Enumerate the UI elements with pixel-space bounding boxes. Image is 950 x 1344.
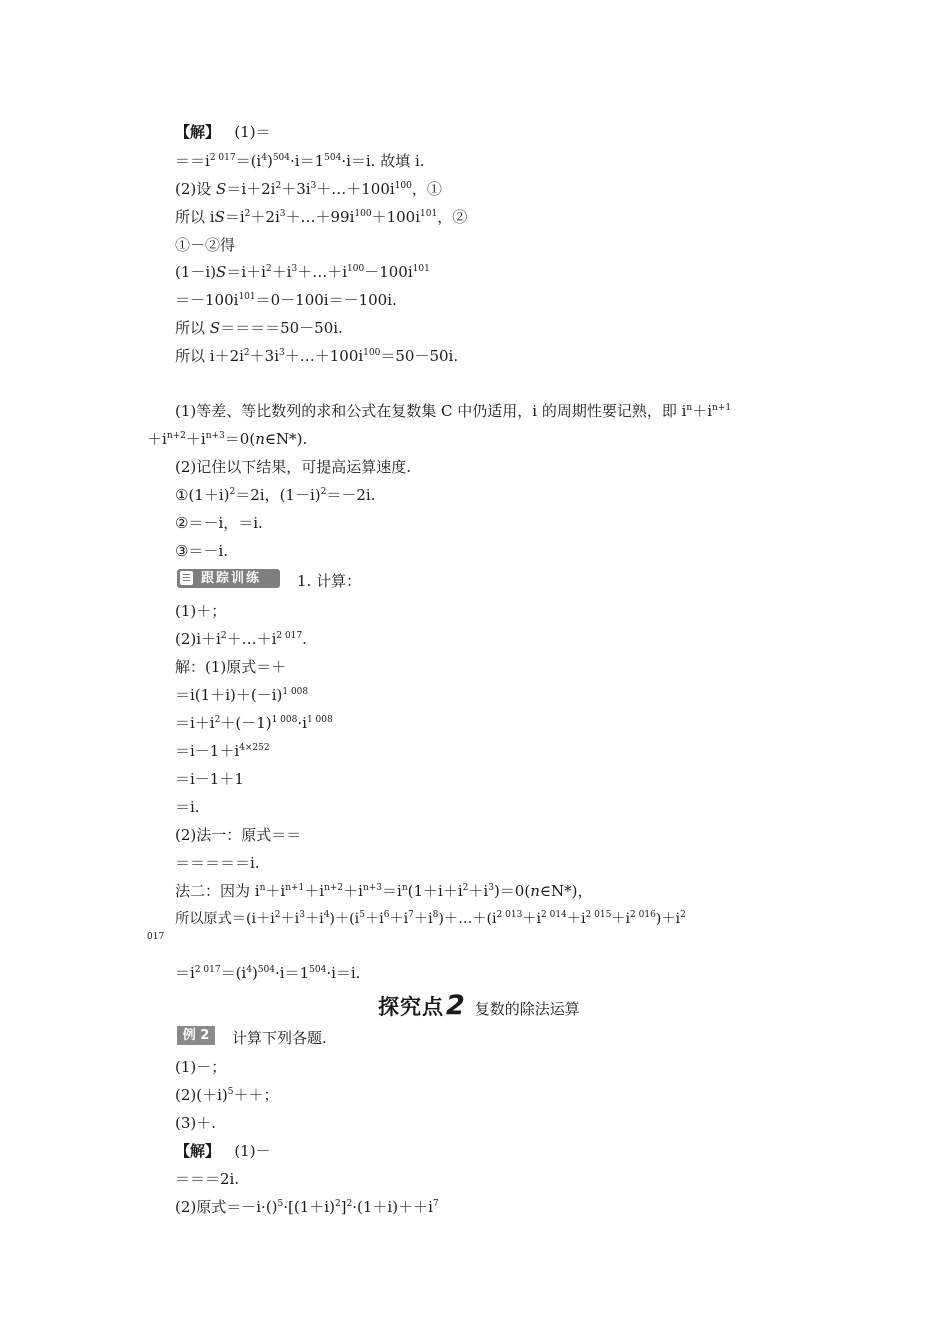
- solution-line-6: $(1-i)S=i+i^2+i^3+\dots+i^{100}-100i^{101}$: [175, 263, 430, 281]
- solution-label: 【解】: [175, 123, 221, 141]
- section-number: 2: [446, 990, 465, 1021]
- note-line-4: $①(1+i)^2=2i$，$(1-i)^2=-2i$.: [175, 486, 376, 504]
- solution-line-1: 【解】 (1)＝: [175, 123, 271, 141]
- example-q3: (3)＋.: [175, 1114, 217, 1132]
- practice-a12: $=i^{2 017}=(i^4)^{504}\cdot i=1^{504}\cdot i=i$.: [175, 964, 361, 982]
- practice-a7: (2)法一：原式＝＝: [175, 826, 302, 844]
- practice-title: 1. 计算：: [297, 572, 362, 590]
- practice-a11: 017: [147, 932, 165, 942]
- practice-a10: 所以原式$=(i+i^2+i^3+i^4)+(i^5+i^6+i^7+i^8)+\dots+(i^{2 013}+i^{2 014}+i^{2 015}+i^{2 016})+i^2$: [175, 910, 686, 927]
- practice-badge-label: 跟踪训练: [201, 571, 262, 586]
- practice-a8: ＝＝＝＝＝i.: [175, 854, 260, 872]
- section-subtitle: 复数的除法运算: [474, 1000, 580, 1018]
- practice-a3: $=i+i^2+(-1)^{1 008}\cdot i^{1 008}$: [175, 714, 333, 732]
- practice-a6: ＝i.: [175, 798, 200, 816]
- note-line-5: ②＝－i，＝i.: [175, 514, 263, 532]
- note-line-2: $+i^{n+2}+i^{n+3}=0(n\in N*)$.: [147, 430, 308, 448]
- section-heading: [378, 990, 580, 1021]
- example-q1: (1)－；: [175, 1058, 227, 1076]
- document-check-icon: [180, 571, 193, 585]
- solution-line-9: 所以 $i+2i^2+3i^3+\dots+100i^{100}=50-50i$.: [175, 347, 459, 365]
- example-tag: 例 2: [177, 1026, 215, 1045]
- practice-a2: $=i(1+i)+(-i)^{1 008}$: [175, 686, 309, 704]
- solution-line-3: (2)设 $S=i+2i^2+3i^3+\dots+100i^{100}$，①: [175, 180, 442, 198]
- solution-line-7: $=-100i^{101}=0-100i=-100i$.: [175, 291, 397, 309]
- practice-a5: ＝i－1＋1: [175, 770, 244, 788]
- note-line-6: ③＝－i.: [175, 542, 229, 560]
- example-solution-label: 【解】: [175, 1142, 221, 1160]
- solution-line-5: ①－②得: [175, 236, 236, 254]
- practice-a1: 解：(1)原式＝＋: [175, 658, 287, 676]
- practice-q1: (1)＋；: [175, 602, 227, 620]
- solution-line-8: 所以 S＝＝＝＝50－50i.: [175, 319, 343, 337]
- note-line-3: (2)记住以下结果，可提高运算速度.: [175, 458, 412, 476]
- example-solution-2: ＝＝＝2i.: [175, 1170, 240, 1188]
- practice-badge: [177, 569, 280, 588]
- example-solution-1: 【解】 (1)－: [175, 1142, 271, 1160]
- practice-a9: 法二：因为 $i^n+i^{n+1}+i^{n+2}+i^{n+3}=i^n(1+i+i^2+i^3)=0(n\in N*)$，: [175, 882, 593, 900]
- example-q2: $(2)(+i)^5++$；: [175, 1086, 279, 1104]
- section-title: 探究点: [378, 995, 444, 1019]
- practice-a4: $=i-1+i^{4\times 252}$: [175, 742, 270, 760]
- practice-q2: $(2)i+i^2+\dots+i^{2 017}$.: [175, 630, 307, 648]
- example-title: 计算下列各题.: [232, 1029, 327, 1047]
- solution-line-2: $==i^{2 017}=(i^4)^{504}\cdot i=1^{504}\cdot i=i$. 故填 i.: [175, 152, 425, 170]
- note-line-1: (1)等差、等比数列的求和公式在复数集 C 中仍适用，i 的周期性要记熟，即 $i^n+i^{n+1}$: [175, 402, 732, 420]
- example-solution-3: (2)原式$=-i\cdot()^5\cdot[(1+i)^2]^2\cdot(1+i)++i^7$: [175, 1198, 439, 1216]
- solution-line-4: 所以 $iS=i^2+2i^3+\dots+99i^{100}+100i^{101}$，②: [175, 208, 468, 226]
